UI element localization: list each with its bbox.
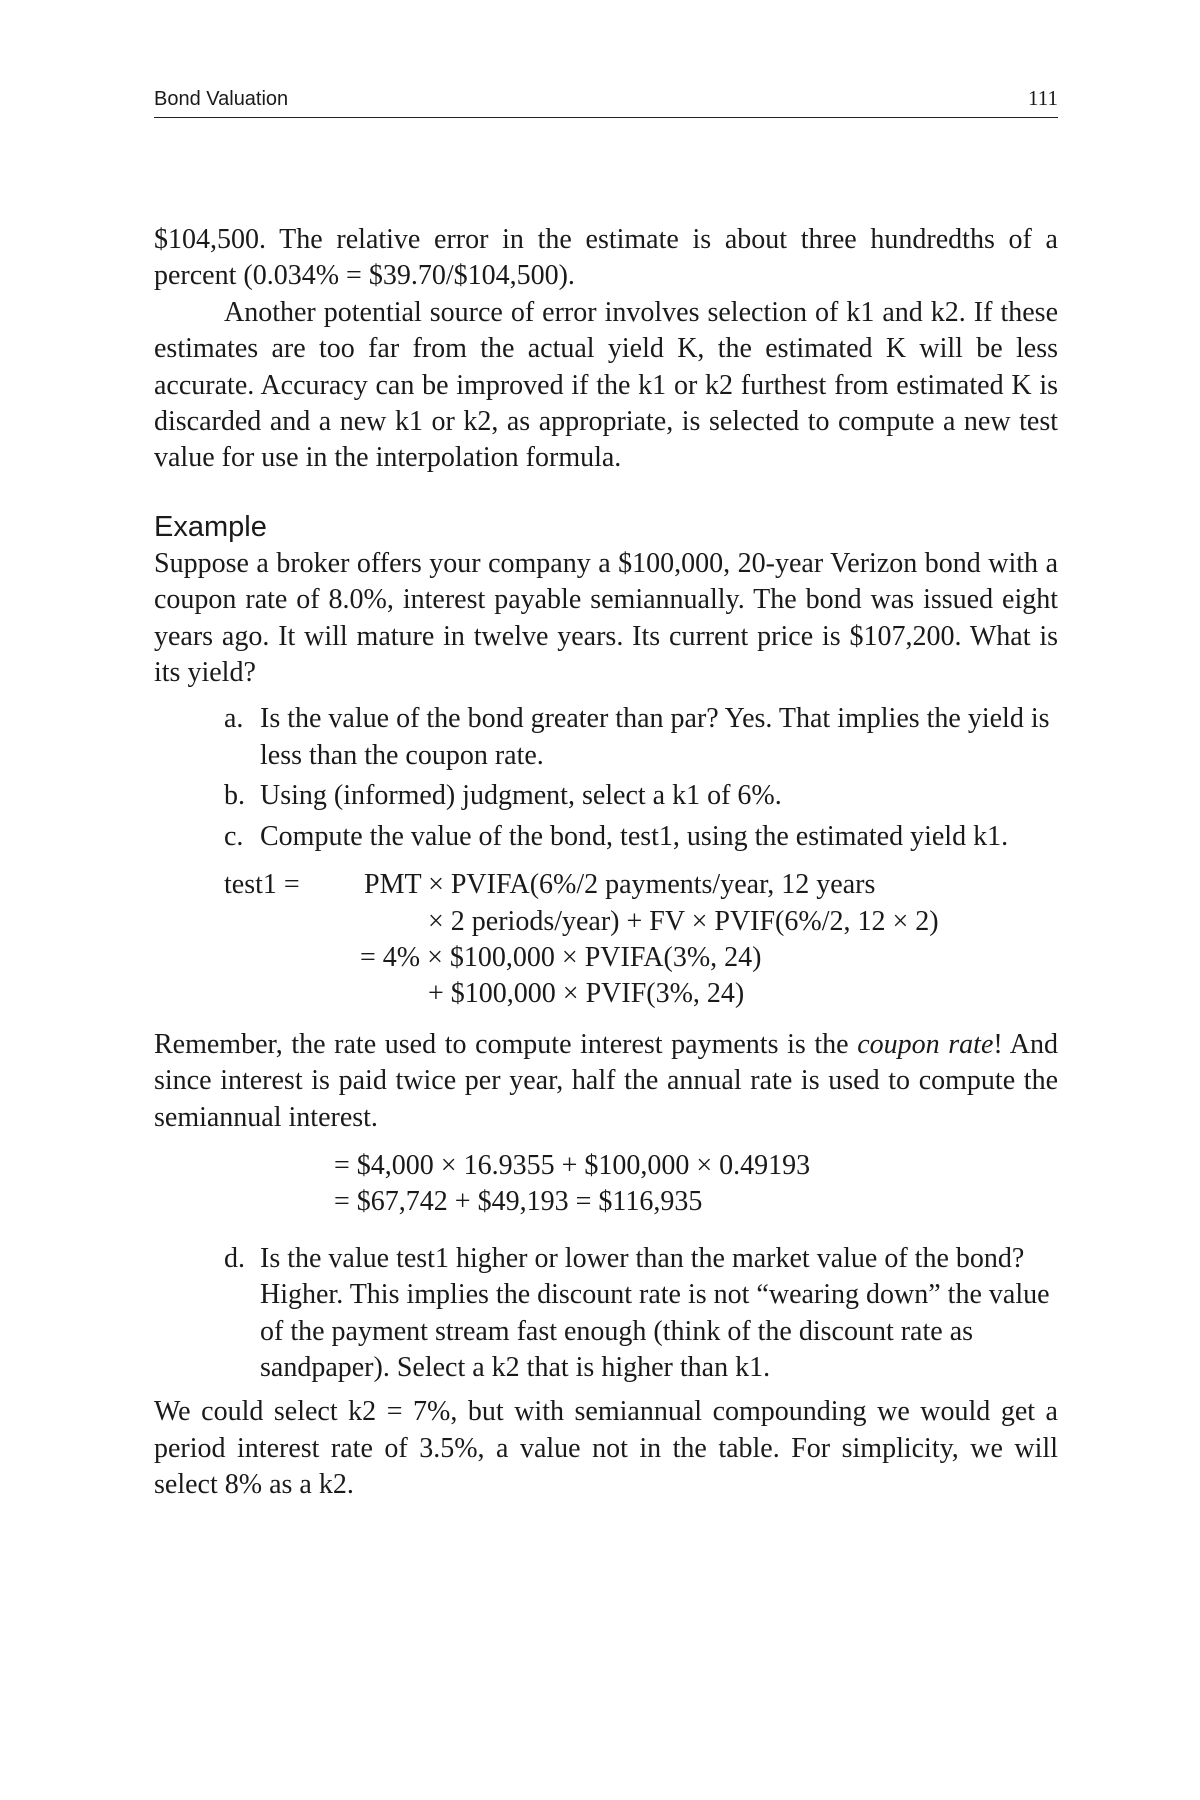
equation-line (224, 867, 1058, 903)
step-text: Is the value test1 higher or lower than the market value of the bond? Higher. This implies the discount rate is not “wearing down” the value of the payment stream fast enough (think of the discount rate as sandpaper). Select a k2 that is higher than k1. (260, 1242, 1050, 1383)
running-head (154, 86, 1058, 118)
step-letter: d. (224, 1242, 245, 1274)
step-list-2 (154, 1241, 1058, 1387)
step-text: Is the value of the bond greater than par? Yes. That implies the yield is less than the coupon rate. (260, 703, 1050, 771)
equation-lhs: test1 = (224, 869, 300, 901)
chapter-title: Bond Valuation (154, 88, 289, 110)
equation-test1 (224, 867, 1058, 1013)
step-letter: b. (224, 780, 245, 812)
paragraph-relative-error: $104,500. The relative error in the estimate is about three hundredths of a percent (0.034% = $39.70/$104,500). (154, 224, 1058, 292)
equation-line: = $4,000 × 16.9355 + $100,000 × 0.49193 (334, 1149, 811, 1181)
equation-line: + $100,000 × PVIF(3%, 24) (428, 978, 745, 1010)
equation-rhs: PMT × PVIFA(6%/2 payments/year, 12 years (364, 869, 876, 901)
step-item (224, 778, 1058, 814)
equation-line: × 2 periods/year) + FV × PVIF(6%/2, 12 × 2) (428, 905, 939, 937)
step-item (224, 1241, 1058, 1387)
step-item (224, 819, 1058, 855)
step-item (224, 701, 1058, 774)
equation-result (334, 1148, 1058, 1221)
equation-line: = 4% × $100,000 × PVIFA(3%, 24) (360, 941, 762, 973)
step-list-1 (154, 701, 1058, 855)
equation-line: = $67,742 + $49,193 = $116,935 (334, 1186, 703, 1218)
remember-emphasis: coupon rate (857, 1028, 994, 1060)
paragraph-closing: We could select k2 = 7%, but with semiannual compounding we would get a period interest rate of 3.5%, a value not in the table. For simplicity, we will select 8% as a k2. (154, 1396, 1058, 1501)
example-heading: Example (154, 510, 267, 543)
step-letter: a. (224, 703, 244, 735)
remember-text-a: Remember, the rate used to compute interest payments is the (154, 1028, 858, 1060)
paragraph-error-source: Another potential source of error involves selection of k1 and k2. If these estimates are too far from the actual yield K, the estimated K will be less accurate. Accuracy can be improved if the k1 or k2 furthest from estimated K is discarded and a new k1 or k2, as appropriate, is selected to compute a new test value for use in the interpolation formula. (154, 296, 1058, 474)
step-text: Compute the value of the bond, test1, using the estimated yield k1. (260, 820, 1009, 852)
paragraph-remember (154, 1027, 1058, 1136)
page-body (154, 222, 1058, 1504)
step-letter: c. (224, 820, 244, 852)
step-text: Using (informed) judgment, select a k1 of 6%. (260, 780, 782, 812)
remember-text-b: ! And since interest is paid twice per year, half the annual rate is used to compute the semiannual interest. (154, 1028, 1059, 1133)
example-problem: Suppose a broker offers your company a $100,000, 20-year Verizon bond with a coupon rate of 8.0%, interest payable semiannually. The bond was issued eight years ago. It will mature in twelve years. Its current price is $107,200. What is its yield? (154, 547, 1058, 689)
book-page (154, 86, 1058, 1504)
page-number: 111 (1028, 86, 1058, 110)
